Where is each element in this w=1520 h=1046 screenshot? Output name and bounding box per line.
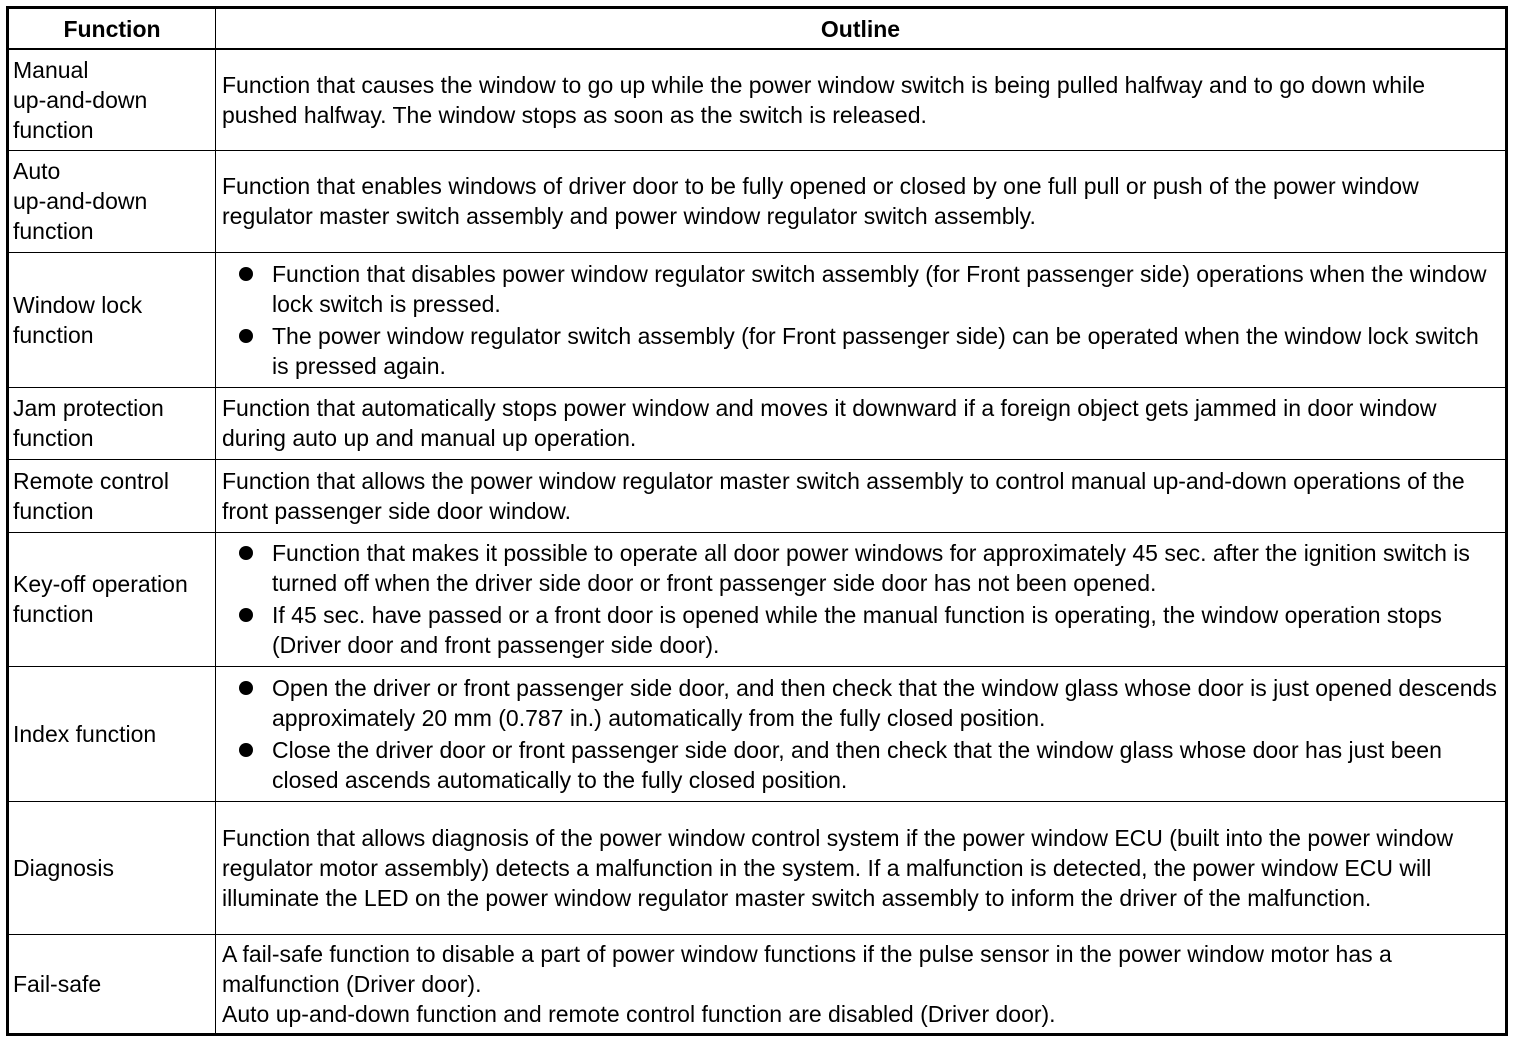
function-name: Window lock function xyxy=(8,252,216,387)
outline-text: A fail-safe function to disable a part of power window functions if the pulse sensor in the power window motor has a malfunction (Driver door). xyxy=(222,940,1392,997)
outline-bullets xyxy=(216,532,1507,666)
outline-text: Function that automatically stops power window and moves it downward if a foreign object gets jammed in door window during auto up and manual up operation. xyxy=(216,387,1507,459)
function-name: Auto up-and-down function xyxy=(8,150,216,252)
table-row xyxy=(8,934,1507,1034)
outline-bullets xyxy=(216,666,1507,801)
table-row xyxy=(8,49,1507,150)
bullet-item: Function that disables power window regulator switch assembly (for Front passenger side) operations when the window lock switch is pressed. xyxy=(222,259,1501,319)
function-name: Manual up-and-down function xyxy=(8,49,216,150)
table-row xyxy=(8,801,1507,934)
function-name: Fail-safe xyxy=(8,934,216,1034)
table-header-row xyxy=(8,8,1507,50)
bullet-item: The power window regulator switch assembly (for Front passenger side) can be operated when the window lock switch is pressed again. xyxy=(222,321,1501,381)
outline-text-secondary: Auto up-and-down function and remote control function are disabled (Driver door). xyxy=(222,1000,1056,1027)
bullet-item: Open the driver or front passenger side door, and then check that the window glass whose door is just opened descends approximately 20 mm (0.787 in.) automatically from the fully closed position. xyxy=(222,673,1501,733)
table-row xyxy=(8,532,1507,666)
function-name: Index function xyxy=(8,666,216,801)
header-outline: Outline xyxy=(216,8,1507,50)
bullet-item: If 45 sec. have passed or a front door is opened while the manual function is operating, the window operation stops (Driver door and front passenger side door). xyxy=(222,600,1501,660)
outline-text: Function that enables windows of driver door to be fully opened or closed by one full pull or push of the power window regulator master switch assembly and power window regulator switch assembly. xyxy=(216,150,1507,252)
outline-text: Function that allows the power window regulator master switch assembly to control manual up-and-down operations of the front passenger side door window. xyxy=(216,459,1507,532)
table-row xyxy=(8,459,1507,532)
function-outline-table xyxy=(6,6,1508,1036)
outline-text: Function that allows diagnosis of the power window control system if the power window ECU (built into the power window regulator motor assembly) detects a malfunction in the system. If a malfunction is detected, the power window ECU will illuminate the LED on the power window regulator master switch assembly to inform the driver of the malfunction. xyxy=(216,801,1507,934)
outline-text-block xyxy=(216,934,1507,1034)
function-name: Remote control function xyxy=(8,459,216,532)
function-name: Diagnosis xyxy=(8,801,216,934)
function-name: Jam protection function xyxy=(8,387,216,459)
table-row xyxy=(8,387,1507,459)
table-row xyxy=(8,252,1507,387)
function-name: Key-off operation function xyxy=(8,532,216,666)
table-row xyxy=(8,150,1507,252)
outline-text: Function that causes the window to go up while the power window switch is being pulled halfway and to go down while pushed halfway. The window stops as soon as the switch is released. xyxy=(216,49,1507,150)
header-function: Function xyxy=(8,8,216,50)
table-row xyxy=(8,666,1507,801)
bullet-item: Function that makes it possible to operate all door power windows for approximately 45 sec. after the ignition switch is turned off when the driver side door or front passenger side door has not been opened. xyxy=(222,538,1501,598)
outline-bullets xyxy=(216,252,1507,387)
bullet-item: Close the driver door or front passenger side door, and then check that the window glass whose door has just been closed ascends automatically to the fully closed position. xyxy=(222,735,1501,795)
